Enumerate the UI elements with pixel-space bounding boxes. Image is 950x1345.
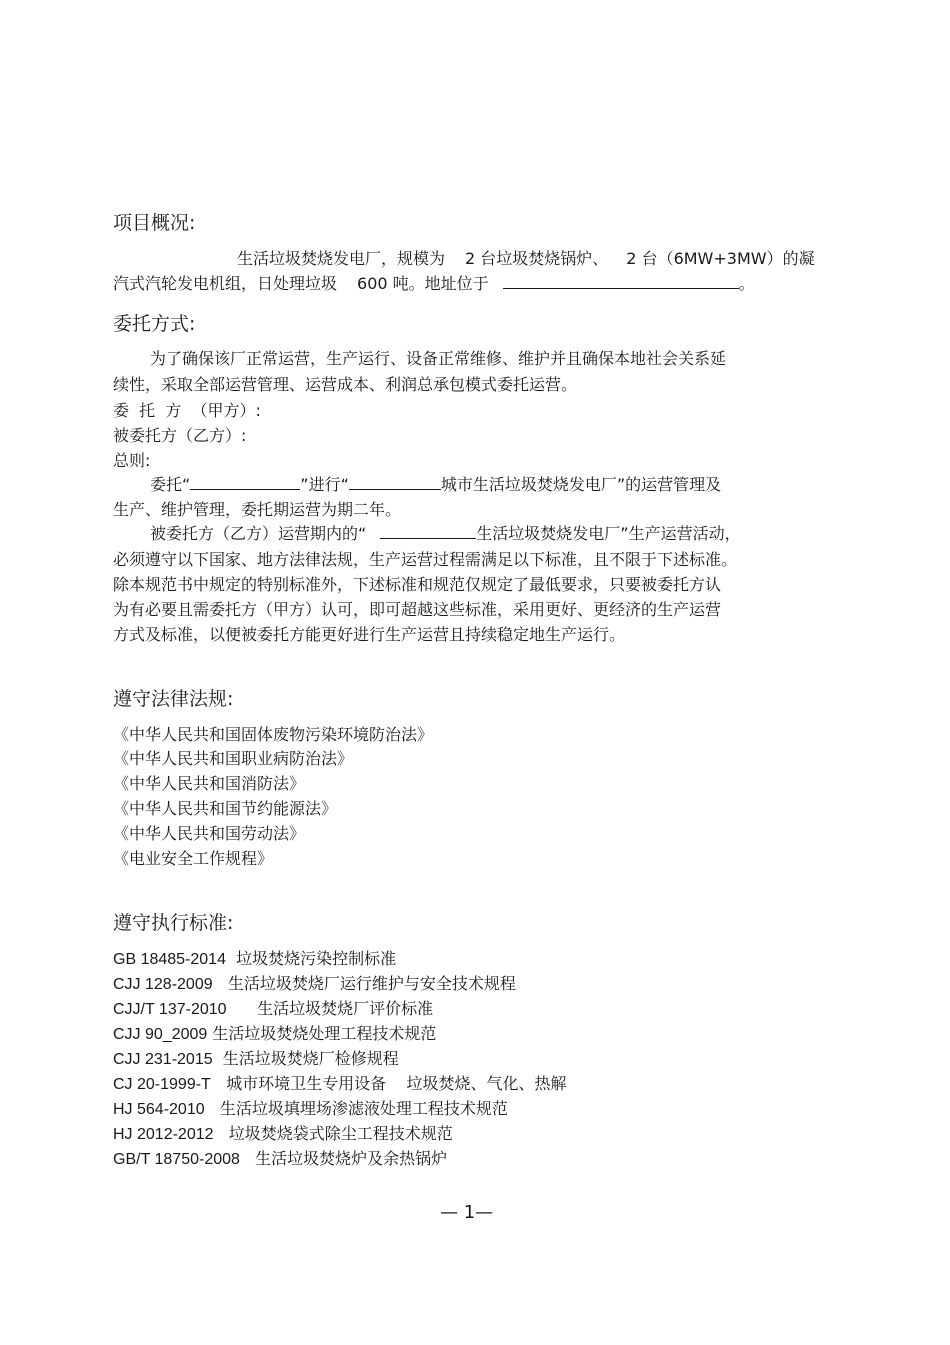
standard-item	[113, 1146, 447, 1169]
standard-code: GB/T 18750-2008	[113, 1151, 240, 1168]
standard-item	[113, 971, 516, 994]
overview-line-2	[113, 271, 755, 294]
overview-text: 600 吨。地址位于	[357, 274, 489, 293]
standard-item	[113, 996, 433, 1019]
general-text: 委托“	[150, 475, 191, 494]
standard-name: 生活垃圾填埋场渗滤液处理工程技术规范	[219, 1099, 508, 1118]
law-item: 《电业安全工作规程》	[113, 849, 274, 868]
standard-item	[113, 946, 396, 969]
section-title-delegation: 委托方式:	[113, 313, 196, 335]
general-line-1	[150, 472, 721, 495]
overview-text: 。	[738, 274, 755, 293]
law-item: 《中华人民共和国节约能源法》	[113, 799, 338, 818]
standard-name: 生活垃圾焚烧处理工程技术规范	[212, 1024, 437, 1043]
section-title-overview: 项目概况:	[113, 212, 196, 234]
law-item: 《中华人民共和国劳动法》	[113, 824, 306, 843]
standard-code: GB 18485-2014	[113, 951, 226, 968]
page-number: — 1—	[440, 1202, 494, 1223]
law-item: 《中华人民共和国职业病防治法》	[113, 749, 354, 768]
standard-name: 垃圾焚烧污染控制标准	[236, 949, 397, 968]
standard-name: 城市环境卫生专用设备 垃圾焚烧、气化、热解	[226, 1074, 567, 1093]
standard-name: 生活垃圾焚烧厂运行维护与安全技术规程	[227, 974, 516, 993]
paragraph-line: 生产、维护管理，委托期运营为期二年。	[113, 500, 402, 519]
standard-code: HJ 2012-2012	[113, 1126, 214, 1143]
overview-text: 2 台（6MW+3MW）的凝	[626, 249, 815, 268]
standard-item	[113, 1121, 453, 1144]
party-b-label: 被委托方（乙方）:	[113, 426, 247, 445]
overview-text: 汽式汽轮发电机组，日处理垃圾	[113, 274, 338, 293]
standard-item	[113, 1021, 436, 1044]
paragraph-line: 除本规范书中规定的特别标准外，下述标准和规范仅规定了最低要求，只要被委托方认	[113, 575, 722, 594]
section-title-standards: 遵守执行标准:	[113, 912, 234, 934]
entrusted-party-blank	[190, 474, 300, 490]
standard-code: CJJ 231-2015	[113, 1051, 213, 1068]
standard-code: HJ 564-2010	[113, 1101, 205, 1118]
general-text: 生活垃圾焚烧发电厂”生产运营活动，	[476, 524, 741, 543]
general-label: 总则:	[113, 451, 151, 470]
standard-item	[113, 1071, 566, 1094]
standard-code: CJ 20-1999-T	[113, 1076, 211, 1093]
overview-text: 生活垃圾焚烧发电厂，规模为	[237, 249, 446, 268]
party-a-label: 委 托 方 （甲方）:	[113, 401, 261, 420]
paragraph-line: 必须遵守以下国家、地方法律法规，生产运营过程需满足以下标准，且不限于下述标准。	[113, 550, 738, 569]
address-blank	[503, 273, 739, 289]
overview-line-1	[237, 246, 815, 269]
paragraph-line: 方式及标准，以便被委托方能更好进行生产运营且持续稳定地生产运行。	[113, 625, 626, 644]
standard-name: 生活垃圾焚烧厂评价标准	[257, 999, 434, 1018]
plant-name-blank-2	[380, 523, 476, 539]
law-item: 《中华人民共和国固体废物污染环境防治法》	[113, 725, 434, 744]
standard-name: 垃圾焚烧袋式除尘工程技术规范	[228, 1124, 453, 1143]
paragraph-line: 为了确保该厂正常运营，生产运行、设备正常维修、维护并且确保本地社会关系延	[150, 349, 727, 368]
paragraph-line: 续性，采取全部运营管理、运营成本、利润总承包模式委托运营。	[113, 375, 578, 394]
general-line-2	[150, 521, 741, 544]
standard-name: 生活垃圾焚烧炉及余热锅炉	[255, 1149, 448, 1168]
general-text: 城市生活垃圾焚烧发电厂”的运营管理及	[440, 475, 722, 494]
standard-code: CJJ 90_2009	[113, 1026, 208, 1043]
law-item: 《中华人民共和国消防法》	[113, 774, 306, 793]
general-text: 被委托方（乙方）运营期内的“	[150, 524, 367, 543]
general-text: ”进行“	[300, 475, 349, 494]
paragraph-line: 为有必要且需委托方（甲方）认可，即可超越这些标准，采用更好、更经济的生产运营	[113, 600, 722, 619]
standard-item	[113, 1046, 399, 1069]
section-title-laws: 遵守法律法规:	[113, 688, 234, 710]
standard-name: 生活垃圾焚烧厂检修规程	[222, 1049, 399, 1068]
plant-name-blank	[349, 474, 441, 490]
standard-code: CJJ/T 137-2010	[113, 1001, 227, 1018]
overview-text: 2 台垃圾焚烧锅炉、	[465, 249, 609, 268]
standard-code: CJJ 128-2009	[113, 976, 213, 993]
standard-item	[113, 1096, 508, 1119]
